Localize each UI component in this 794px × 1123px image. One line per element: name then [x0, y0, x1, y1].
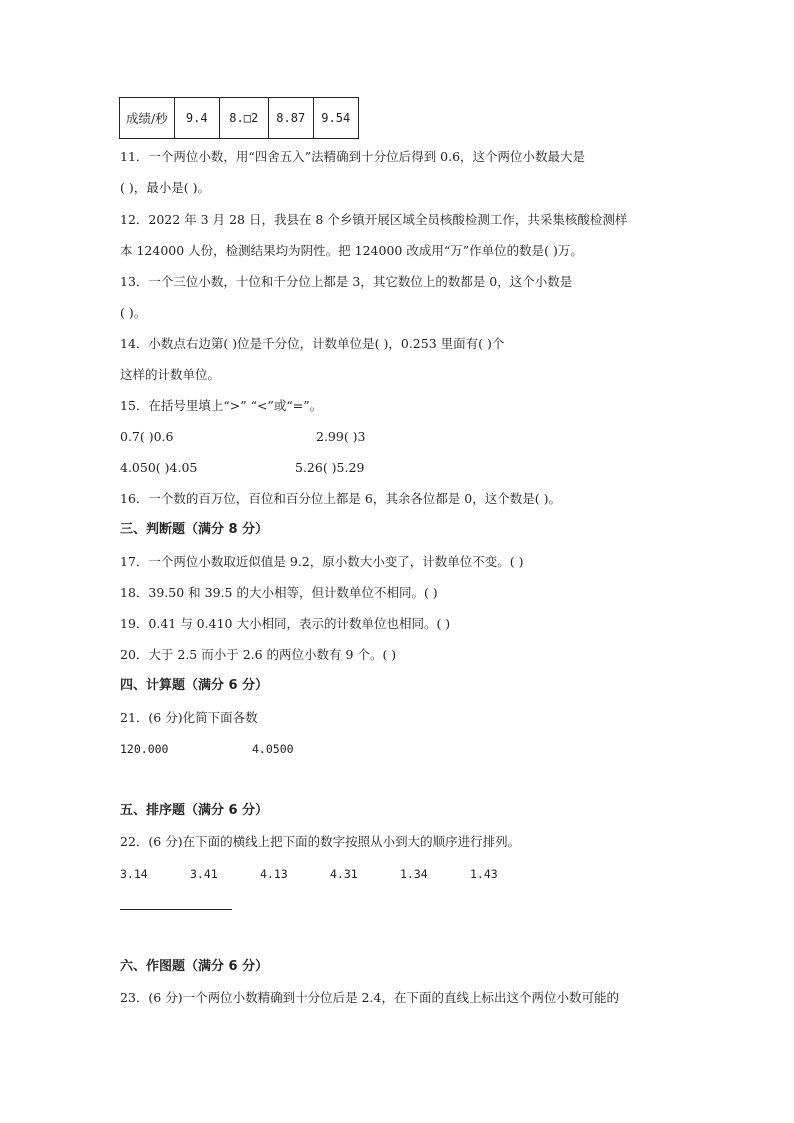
table-cell: 8.□2 [219, 98, 268, 139]
question-22-number: 3.41 [190, 867, 218, 881]
question-22: 22．(6 分)在下面的横线上把下面的数字按照从小到大的顺序进行排列。 [120, 834, 521, 849]
question-14-line-1: 14．小数点右边第( )位是千分位，计数单位是( )，0.253 里面有( )个 [120, 336, 505, 351]
answer-blank-line [120, 909, 232, 910]
table-cell: 8.87 [268, 98, 313, 139]
score-table [119, 97, 359, 139]
question-16: 16．一个数的百万位，百位和百分位上都是 6，其余各位都是 0，这个数是( )。 [120, 491, 561, 506]
question-23: 23．(6 分)一个两位小数精确到十分位后是 2.4，在下面的直线上标出这个两位小数可能的 [120, 990, 619, 1005]
question-22-number: 3.14 [120, 867, 148, 881]
question-22-number: 4.31 [330, 867, 358, 881]
question-21-item-b: 4.0500 [252, 742, 294, 756]
question-21-item-a: 120.000 [120, 742, 169, 756]
question-12-line-2: 本 124000 人份，检测结果均为阴性。把 124000 改成用“万”作单位的数是( )万。 [120, 243, 583, 258]
question-15-item-b: 2.99( )3 [316, 429, 366, 444]
question-15-item-c: 4.050( )4.05 [120, 460, 198, 475]
question-12-line-1: 12．2022 年 3 月 28 日，我县在 8 个乡镇开展区域全员核酸检测工作，共采集核酸检测样 [120, 212, 628, 227]
section-4-heading: 四、计算题（满分 6 分） [120, 678, 269, 693]
section-5-heading: 五、排序题（满分 6 分） [120, 803, 269, 818]
question-11-line-2: ( )，最小是( )。 [120, 180, 210, 195]
question-17: 17．一个两位小数取近似值是 9.2，原小数大小变了，计数单位不变。( ) [120, 554, 524, 569]
question-13-line-2: ( )。 [120, 305, 147, 320]
question-22-number: 1.43 [470, 867, 498, 881]
question-15-item-a: 0.7( )0.6 [120, 429, 174, 444]
section-3-heading: 三、判断题（满分 8 分） [120, 522, 269, 537]
question-18: 18．39.50 和 39.5 的大小相等，但计数单位不相同。( ) [120, 585, 438, 600]
table-header-cell: 成绩/秒 [120, 98, 175, 139]
question-20: 20．大于 2.5 而小于 2.6 的两位小数有 9 个。( ) [120, 647, 397, 662]
question-21: 21．(6 分)化简下面各数 [120, 710, 258, 725]
question-11-line-1: 11．一个两位小数，用“四舍五入”法精确到十分位后得到 0.6，这个两位小数最大是 [120, 149, 586, 164]
table-cell: 9.4 [174, 98, 219, 139]
question-13-line-1: 13．一个三位小数，十位和千分位上都是 3，其它数位上的数都是 0，这个小数是 [120, 274, 573, 289]
table-cell: 9.54 [313, 98, 358, 139]
section-6-heading: 六、作图题（满分 6 分） [120, 959, 269, 974]
question-22-number: 1.34 [400, 867, 428, 881]
question-14-line-2: 这样的计数单位。 [120, 367, 221, 382]
question-22-number: 4.13 [260, 867, 288, 881]
question-15-line-1: 15．在括号里填上“>” “<”或“=”。 [120, 398, 323, 413]
question-19: 19．0.41 与 0.410 大小相同，表示的计数单位也相同。( ) [120, 616, 451, 631]
question-15-item-d: 5.26( )5.29 [295, 460, 365, 475]
